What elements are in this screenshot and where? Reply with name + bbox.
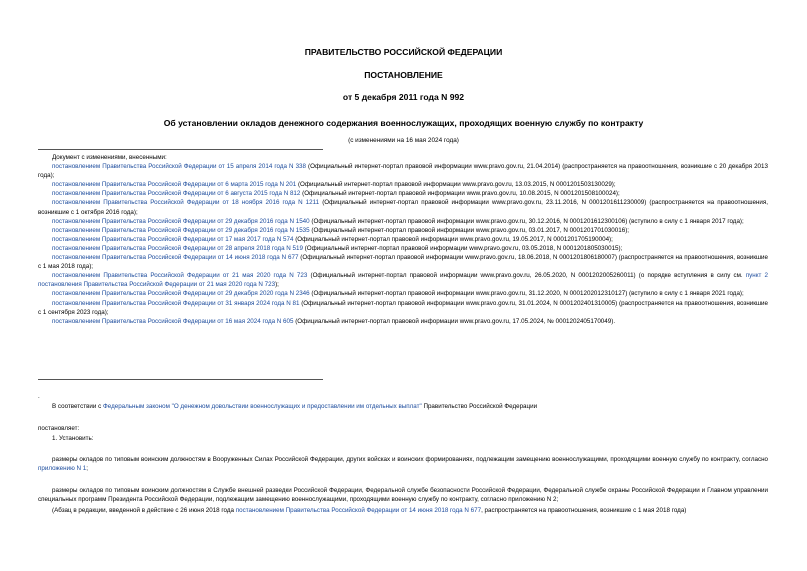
change-link[interactable]: постановлением Правительства Российской Федерации от 16 мая 2024 года N 605: [52, 317, 294, 325]
change-item: постановлением Правительства Российской Федерации от 16 мая 2024 года N 605 (Официальный интернет-портал правовой информации www.pravo.gov.ru, 17.05.2024, № 0001202405170049).: [52, 317, 616, 325]
appendix-1-link[interactable]: приложению N 1: [38, 465, 87, 473]
document-type: ПОСТАНОВЛЕНИЕ: [364, 70, 443, 80]
paragraph-appendix-1: размеры окладов по типовым воинским должностям в Вооруженных Силах Российской Федерации, других войсках и воинских формированиях, подлежащим замещению военнослужащими, проходящими военную службу по контракту, согласно приложению N 1;: [38, 456, 768, 473]
dot-marker: .: [38, 393, 40, 400]
change-item: постановлением Правительства Российской Федерации от 14 июня 2018 года N 677 (Официальный интернет-портал правовой информации www.pravo.gov.ru, 18.06.2018, N 0001201806180007) (распространяется на правоотношения, возникшие с 1 мая 2018 года);: [38, 254, 768, 271]
change-item: постановлением Правительства Российской Федерации от 18 ноября 2016 года N 1211 (Официальный интернет-портал правовой информации www.pravo.gov.ru, 23.11.2016, N 0001201611230009) (распространяется на правоотношения, возникшие с 1 октября 2016 года);: [38, 199, 768, 216]
paragraph-appendix-2: размеры окладов по типовым воинским должностям в Службе внешней разведки Российской Федерации, Федеральной службе безопасности Российской Федерации, Федеральной службе охраны Российской Федерации и Главном управлении специальных программ Президента Российской Федерации, подлежащим замещению военнослужащими, проходящими военную службу по контракту, согласно приложению N 2;: [38, 487, 768, 504]
preamble: В соответствии с Федеральным законом "О денежном довольствии военнослужащих и предоставлении им отдельных выплат" Правительство Российской Федерации: [52, 403, 538, 410]
change-item: постановлением Правительства Российской Федерации от 6 августа 2015 года N 812 (Официальный интернет-портал правовой информации www.pravo.gov.ru, 10.08.2015, N 0001201508100024);: [52, 190, 620, 198]
change-link[interactable]: постановлением Правительства Российской Федерации от 17 мая 2017 года N 574: [52, 235, 294, 243]
change-link[interactable]: постановлением Правительства Российской Федерации от 14 июня 2018 года N 677: [52, 254, 299, 262]
decides-label: постановляет:: [38, 425, 80, 432]
change-link[interactable]: постановлением Правительства Российской Федерации от 29 декабря 2020 года N 2346: [52, 290, 310, 298]
change-item: постановлением Правительства Российской Федерации от 29 декабря 2020 года N 2346 (Официальный интернет-портал правовой информации www.pravo.gov.ru, 31.12.2020, N 0001202012310127) (вступило в силу с 1 января 2021 года);: [52, 290, 744, 298]
document-date-number: от 5 декабря 2011 года N 992: [342, 92, 465, 102]
change-link[interactable]: постановлением Правительства Российской Федерации от 31 января 2024 года N 81: [52, 299, 300, 307]
changes-list: [38, 153, 768, 326]
edit-note: (Абзац в редакции, введенной в действие с 26 июня 2018 года постановлением Правительства Российской Федерации от 14 июня 2018 года N 677, распространяется на правоотношения, возникшие с 1 мая 2018 года): [52, 507, 687, 514]
change-item: постановлением Правительства Российской Федерации от 21 мая 2020 года N 723 (Официальный интернет-портал правовой информации www.pravo.gov.ru, 26.05.2020, N 0001202005260011) (о порядке вступления в силу см. пункт 2 постановления Правительства Российской Федерации от 21 мая 2020 года N 723);: [38, 272, 769, 289]
revision-note: (с изменениями на 16 мая 2024 года): [348, 137, 459, 144]
federal-law-link[interactable]: Федеральным законом "О денежном довольствии военнослужащих и предоставлении им отдельных выплат": [102, 403, 422, 410]
change-link[interactable]: постановлением Правительства Российской Федерации от 29 декабря 2016 года N 1540: [52, 217, 310, 225]
change-link[interactable]: постановлением Правительства Российской Федерации от 6 марта 2015 года N 201: [52, 181, 297, 189]
change-link[interactable]: постановлением Правительства Российской Федерации от 29 декабря 2016 года N 1535: [52, 226, 310, 234]
change-link[interactable]: постановлением Правительства Российской Федерации от 6 августа 2015 года N 812: [52, 190, 301, 198]
edit-note-link[interactable]: постановлением Правительства Российской Федерации от 14 июня 2018 года N 677: [235, 507, 482, 514]
change-item: постановлением Правительства Российской Федерации от 15 апреля 2014 года N 338 (Официальный интернет-портал правовой информации www.pravo.gov.ru, 21.04.2014) (распространяется на правоотношения, возникшие с 20 декабря 2013 года);: [38, 163, 768, 180]
document-title: Об установлении окладов денежного содержания военнослужащих, проходящих военную службу по контракту: [163, 118, 644, 128]
change-item: постановлением Правительства Российской Федерации от 31 января 2024 года N 81 (Официальный интернет-портал правовой информации www.pravo.gov.ru, 31.01.2024, N 0001202401310005) (распространяется на правоотношения, возникшие с 1 сентября 2023 года);: [38, 299, 768, 316]
change-link[interactable]: постановлением Правительства Российской Федерации от 21 мая 2020 года N 723: [52, 272, 308, 280]
government-name: ПРАВИТЕЛЬСТВО РОССИЙСКОЙ ФЕДЕРАЦИИ: [304, 47, 503, 57]
divider-top: [38, 149, 323, 150]
change-item: постановлением Правительства Российской Федерации от 28 апреля 2018 года N 519 (Официальный интернет-портал правовой информации www.pravo.gov.ru, 03.05.2018, N 0001201805030015);: [52, 244, 623, 252]
item-1-label: 1. Установить:: [52, 435, 94, 442]
divider-bottom: [38, 379, 323, 380]
change-link[interactable]: постановлением Правительства Российской Федерации от 15 апреля 2014 года N 338: [52, 163, 307, 171]
change-item: постановлением Правительства Российской Федерации от 6 марта 2015 года N 201 (Официальный интернет-портал правовой информации www.pravo.gov.ru, 13.03.2015, N 0001201503130029);: [52, 181, 616, 189]
changes-intro: Документ с изменениями, внесенными:: [52, 154, 167, 161]
change-link[interactable]: постановлением Правительства Российской Федерации от 28 апреля 2018 года N 519: [52, 244, 303, 252]
change-link[interactable]: постановлением Правительства Российской Федерации от 18 ноября 2016 года N 1211: [52, 199, 320, 207]
change-item: постановлением Правительства Российской Федерации от 17 мая 2017 года N 574 (Официальный интернет-портал правовой информации www.pravo.gov.ru, 19.05.2017, N 0001201705190004);: [52, 235, 613, 243]
change-item: постановлением Правительства Российской Федерации от 29 декабря 2016 года N 1540 (Официальный интернет-портал правовой информации www.pravo.gov.ru, 30.12.2016, N 0001201612300106) (вступило в силу с 1 января 2017 года);: [52, 217, 744, 225]
change-link-secondary[interactable]: пункт 2 постановления Правительства Российской Федерации от 21 мая 2020 года N 723: [38, 272, 769, 289]
change-item: постановлением Правительства Российской Федерации от 29 декабря 2016 года N 1535 (Официальный интернет-портал правовой информации www.pravo.gov.ru, 03.01.2017, N 0001201701030016);: [52, 226, 630, 234]
